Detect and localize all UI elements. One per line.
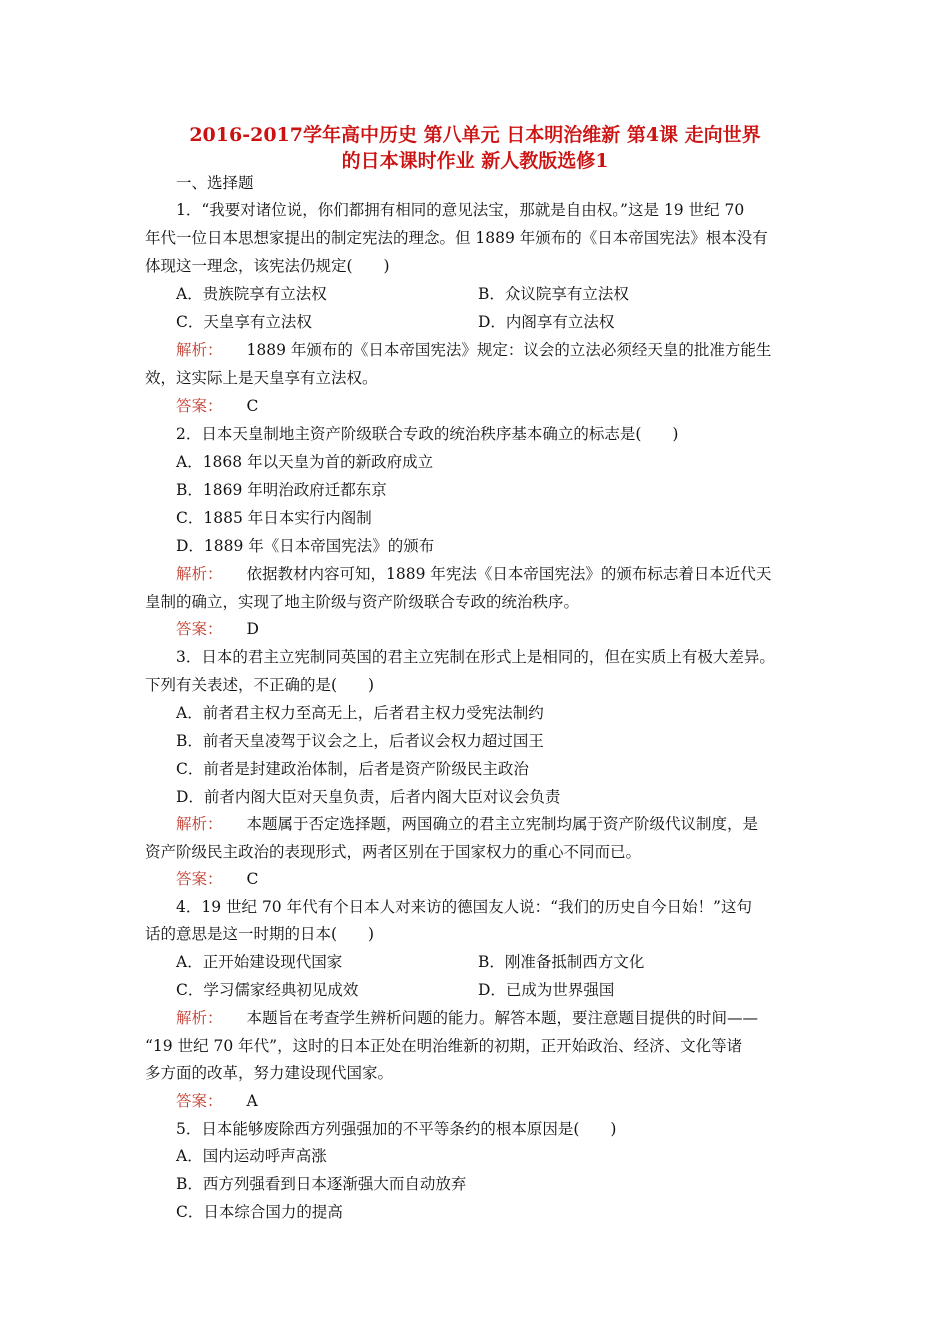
analysis-label: 解析：	[176, 1009, 223, 1027]
q1-option-c: C．天皇享有立法权	[176, 313, 312, 331]
q1-stem-line-2: 年代一位日本思想家提出的制定宪法的理念。但 1889 年颁布的《日本帝国宪法》根本没有	[145, 229, 768, 247]
analysis-label: 解析：	[176, 815, 223, 833]
q4-analysis-line-3: 多方面的改革，努力建设现代国家。	[145, 1064, 394, 1082]
q4-answer	[176, 1089, 258, 1113]
q2-stem-line-1: 2．日本天皇制地主资产阶级联合专政的统治秩序基本确立的标志是( )	[176, 425, 679, 443]
q5-option-c: C．日本综合国力的提高	[176, 1203, 343, 1221]
q1-stem-line-1: 1．“我要对诸位说，你们都拥有相同的意见法宝，那就是自由权。”这是 19 世纪 70	[176, 201, 745, 219]
q5-stem-line-1: 5．日本能够废除西方列强强加的不平等条约的根本原因是( )	[176, 1120, 617, 1138]
q2-analysis-line-1	[176, 562, 771, 586]
q4-option-a: A．正开始建设现代国家	[176, 953, 343, 971]
q4-option-b: B．刚准备抵制西方文化	[478, 953, 645, 971]
q3-answer	[176, 867, 258, 891]
q2-analysis-text: 依据教材内容可知，1889 年宪法《日本帝国宪法》的颁布标志着日本近代天	[246, 565, 772, 583]
q4-option-d: D．已成为世界强国	[478, 981, 615, 999]
q4-analysis-line-1	[176, 1006, 758, 1030]
q3-option-a: A．前者君主权力至高无上，后者君主权力受宪法制约	[176, 704, 544, 722]
q1-answer	[176, 394, 258, 418]
document-title-line-2: 的日本课时作业 新人教版选修1	[341, 150, 609, 172]
q4-stem-line-2: 话的意思是这一时期的日本( )	[145, 925, 375, 943]
q3-option-c: C．前者是封建政治体制，后者是资产阶级民主政治	[176, 760, 529, 778]
analysis-label: 解析：	[176, 341, 223, 359]
q3-stem-line-2: 下列有关表述，不正确的是( )	[145, 676, 375, 694]
answer-label: 答案：	[176, 870, 223, 888]
q2-option-c: C．1885 年日本实行内阁制	[176, 509, 372, 527]
q2-analysis-line-2: 皇制的确立，实现了地主阶级与资产阶级联合专政的统治秩序。	[145, 593, 580, 611]
answer-label: 答案：	[176, 397, 223, 415]
q2-option-b: B．1869 年明治政府迁都东京	[176, 481, 387, 499]
q1-analysis-line-2: 效，这实际上是天皇享有立法权。	[145, 369, 378, 387]
q4-analysis-text: 本题旨在考查学生辨析问题的能力。解答本题，要注意题目提供的时间——	[246, 1009, 759, 1027]
answer-label: 答案：	[176, 620, 223, 638]
q4-answer-value: A	[246, 1092, 258, 1110]
q1-analysis-text: 1889 年颁布的《日本帝国宪法》规定：议会的立法必须经天皇的批准方能生	[246, 341, 772, 359]
q2-option-d: D．1889 年《日本帝国宪法》的颁布	[176, 537, 435, 555]
q3-analysis-line-2: 资产阶级民主政治的表现形式，两者区别在于国家权力的重心不同而已。	[145, 843, 642, 861]
analysis-label: 解析：	[176, 565, 223, 583]
q3-option-d: D．前者内阁大臣对天皇负责，后者内阁大臣对议会负责	[176, 788, 561, 806]
q4-stem-line-1: 4．19 世纪 70 年代有个日本人对来访的德国友人说：“我们的历史自今日始！”这句	[176, 898, 752, 916]
q1-option-b: B．众议院享有立法权	[478, 285, 629, 303]
document-title-line-1: 2016-2017学年高中历史 第八单元 日本明治维新 第4课 走向世界	[189, 124, 761, 146]
q5-option-a: A．国内运动呼声高涨	[176, 1147, 327, 1165]
q3-stem-line-1: 3．日本的君主立宪制同英国的君主立宪制在形式上是相同的，但在实质上有极大差异。	[176, 648, 775, 666]
q1-analysis-line-1	[176, 338, 771, 362]
section-heading: 一、选择题	[176, 174, 254, 192]
q2-answer-value: D	[246, 620, 259, 638]
q3-answer-value: C	[246, 870, 259, 888]
q4-analysis-line-2: “19 世纪 70 年代”，这时的日本正处在明治维新的初期，正开始政治、经济、文化等诸	[145, 1037, 743, 1055]
q3-analysis-text: 本题属于否定选择题，两国确立的君主立宪制均属于资产阶级代议制度，是	[246, 815, 759, 833]
q3-option-b: B．前者天皇凌驾于议会之上，后者议会权力超过国王	[176, 732, 544, 750]
q2-option-a: A．1868 年以天皇为首的新政府成立	[176, 453, 434, 471]
q3-analysis-line-1	[176, 812, 758, 836]
q1-option-d: D．内阁享有立法权	[478, 313, 615, 331]
q5-option-b: B．西方列强看到日本逐渐强大而自动放弃	[176, 1175, 467, 1193]
q1-option-a: A．贵族院享有立法权	[176, 285, 327, 303]
q1-answer-value: C	[246, 397, 259, 415]
answer-label: 答案：	[176, 1092, 223, 1110]
q1-stem-line-3: 体现这一理念，该宪法仍规定( )	[145, 257, 390, 275]
q4-option-c: C．学习儒家经典初见成效	[176, 981, 359, 999]
q2-answer	[176, 617, 259, 641]
